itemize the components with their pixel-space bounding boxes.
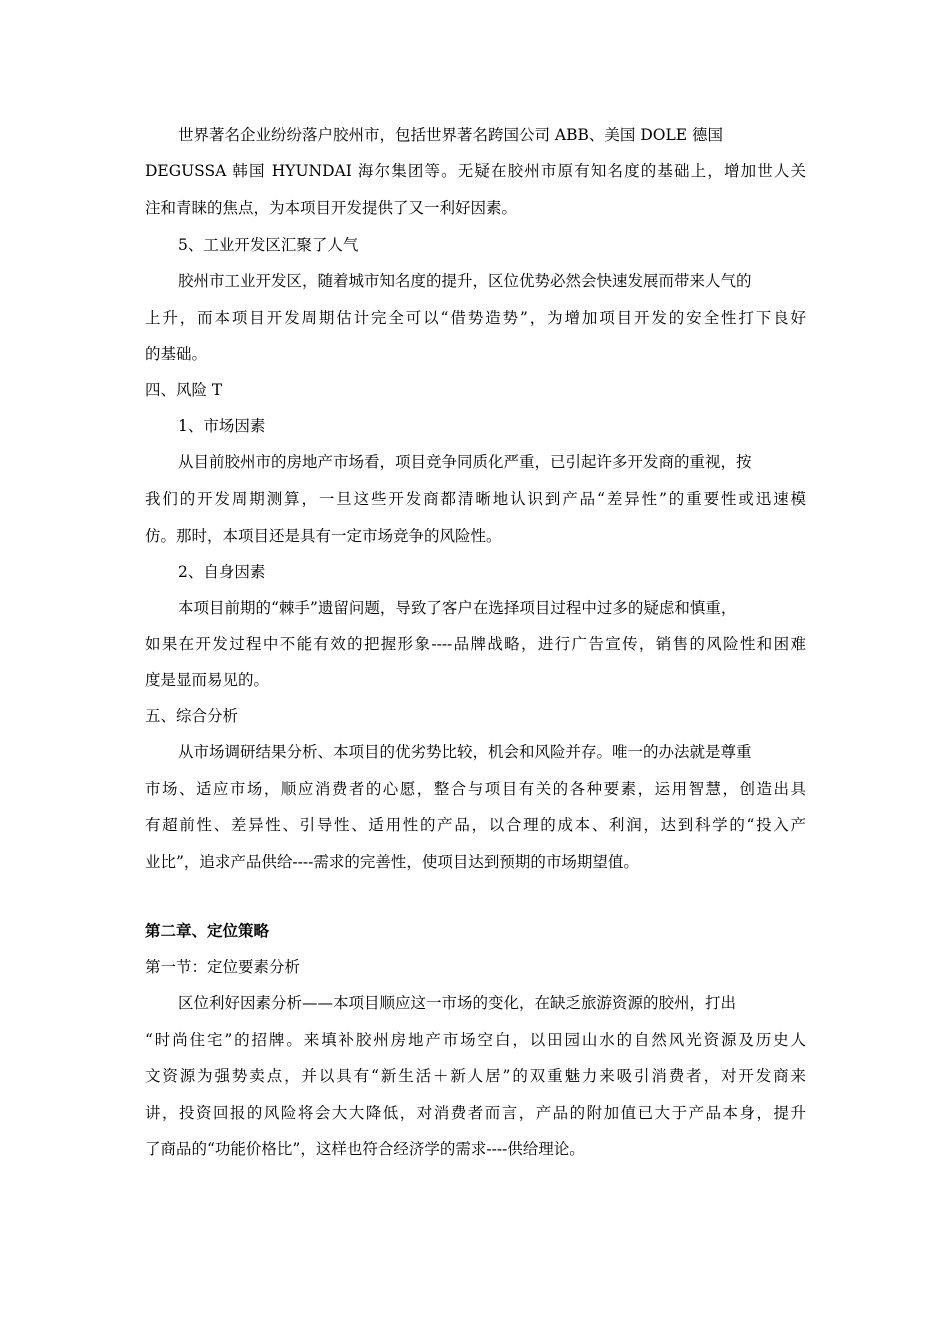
text-line: 讲，投资回报的风险将会大大降低，对消费者而言，产品的附加值已大于产品本身，提升 bbox=[145, 1104, 806, 1122]
text-line: 度是显而易见的。 bbox=[145, 671, 270, 689]
text-line: 的基础。 bbox=[145, 345, 208, 363]
text-line: 胶州市工业开发区，随着城市知名度的提升，区位优势必然会快速发展而带来人气的 bbox=[178, 272, 752, 290]
section-heading: 四、风险 T bbox=[145, 381, 223, 399]
text-line: 文资源为强势卖点，并以具有“新生活＋新人居”的双重魅力来吸引消费者，对开发商来 bbox=[145, 1067, 806, 1085]
text-line: 从市场调研结果分析、本项目的优劣势比较，机会和风险并存。唯一的办法就是尊重 bbox=[178, 743, 752, 761]
text-line: 仿。那时，本项目还是具有一定市场竞争的风险性。 bbox=[145, 527, 502, 545]
text-line: 注和青睐的焦点，为本项目开发提供了又一利好因素。 bbox=[145, 199, 518, 217]
text-line: 从目前胶州市的房地产市场看，项目竞争同质化严重，已引起许多开发商的重视，按 bbox=[178, 453, 752, 471]
text-line: 市场、适应市场，顺应消费者的心愿，整合与项目有关的各种要素，运用智慧，创造出具 bbox=[145, 780, 806, 798]
text-line: 区位利好因素分析——本项目顺应这一市场的变化，在缺乏旅游资源的胶州，打出 bbox=[178, 994, 737, 1012]
text-line: 我们的开发周期测算，一旦这些开发商都清晰地认识到产品“差异性”的重要性或迅速模 bbox=[145, 490, 806, 508]
section-heading: 五、综合分析 bbox=[145, 707, 239, 725]
text-line: 上升，而本项目开发周期估计完全可以“借势造势”，为增加项目开发的安全性打下良好 bbox=[145, 309, 806, 327]
list-heading: 5、工业开发区汇聚了人气 bbox=[178, 236, 359, 254]
text-line: DEGUSSA 韩国 HYUNDAI 海尔集团等。无疑在胶州市原有知名度的基础上，增加世人关 bbox=[145, 162, 806, 180]
list-heading: 2、自身因素 bbox=[178, 563, 266, 581]
chapter-title: 第二章、定位策略 bbox=[145, 921, 270, 940]
list-heading: 1、市场因素 bbox=[178, 417, 266, 435]
text-line: 本项目前期的“棘手”遗留问题，导致了客户在选择项目过程中过多的疑虑和慎重， bbox=[178, 599, 737, 617]
text-line: 有超前性、差异性、引导性、适用性的产品，以合理的成本、利润，达到科学的“投入产 bbox=[145, 816, 806, 834]
section-title: 第一节：定位要素分析 bbox=[145, 958, 301, 976]
text-line: 业比”，追求产品供给----需求的完善性，使项目达到预期的市场期望值。 bbox=[145, 853, 639, 871]
text-line: 世界著名企业纷纷落户胶州市，包括世界著名跨国公司 ABB、美国 DOLE 德国 bbox=[178, 126, 723, 144]
text-line: 如果在开发过程中不能有效的把握形象----品牌战略，进行广告宣传，销售的风险性和困难 bbox=[145, 635, 806, 653]
text-line: “时尚住宅”的招牌。来填补胶州房地产市场空白，以田园山水的自然风光资源及历史人 bbox=[145, 1031, 806, 1049]
text-line: 了商品的“功能价格比”，这样也符合经济学的需求----供给理论。 bbox=[145, 1140, 585, 1158]
